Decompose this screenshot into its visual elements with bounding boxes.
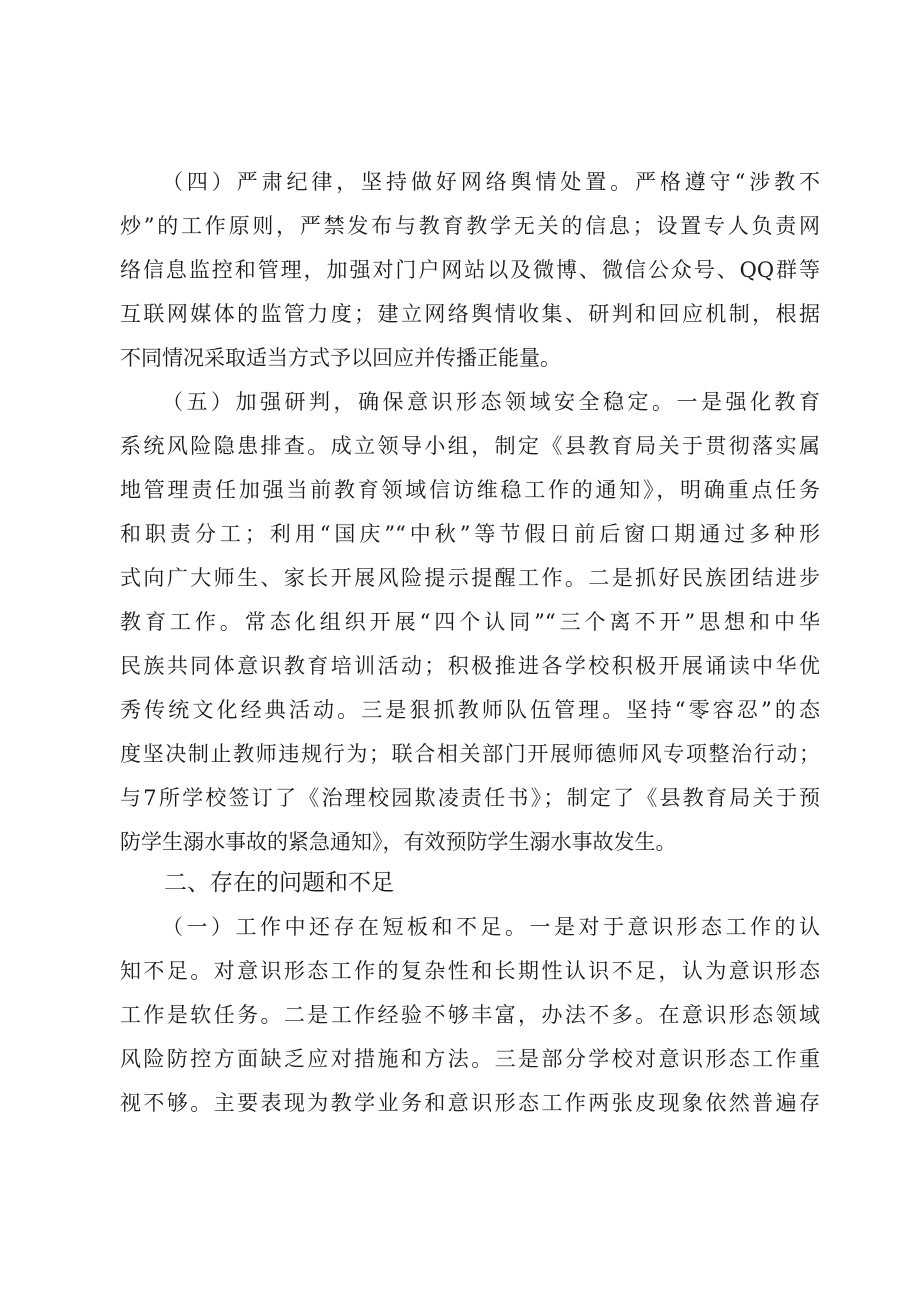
section-5-line-8: 秀传统文化经典活动。三是狠抓教师队伍管理。坚持“零容忍”的态 bbox=[120, 698, 820, 722]
section-2-1-line-4: 风险防控方面缺乏应对措施和方法。三是部分学校对意识形态工作重 bbox=[120, 1047, 820, 1071]
section-5-line-11: 防学生溺水事故的紧急通知》，有效预防学生溺水事故发生。 bbox=[120, 830, 677, 854]
section-5-line-3: 地管理责任加强当前教育领域信访维稳工作的通知》，明确重点任务 bbox=[120, 478, 820, 502]
section-4-line-5: 不同情况采取适当方式予以回应并传播正能量。 bbox=[120, 346, 561, 370]
section-5-line-7: 民族共同体意识教育培训活动；积极推进各学校积极开展诵读中华优 bbox=[120, 654, 820, 678]
section-2-1-line-2: 知不足。对意识形态工作的复杂性和长期性认识不足，认为意识形态 bbox=[120, 959, 820, 983]
section-2-1-line-1: （一）工作中还存在短板和不足。一是对于意识形态工作的认 bbox=[162, 915, 820, 939]
section-heading-problems: 二、存在的问题和不足 bbox=[164, 870, 394, 896]
section-5-line-5: 式向广大师生、家长开展风险提示提醒工作。二是抓好民族团结进步 bbox=[120, 566, 820, 590]
section-5-line-10: 与7所学校签订了《治理校园欺凌责任书》；制定了《县教育局关于预 bbox=[120, 786, 820, 810]
section-2-1-line-5: 视不够。主要表现为教学业务和意识形态工作两张皮现象依然普遍存 bbox=[120, 1091, 820, 1115]
section-5-line-6: 教育工作。常态化组织开展“四个认同”“三个离不开”思想和中华 bbox=[120, 610, 820, 634]
section-5-line-1: （五）加强研判，确保意识形态领域安全稳定。一是强化教育 bbox=[162, 390, 820, 414]
section-5-line-2: 系统风险隐患排查。成立领导小组，制定《县教育局关于贯彻落实属 bbox=[120, 434, 820, 458]
section-5-line-9: 度坚决制止教师违规行为；联合相关部门开展师德师风专项整治行动； bbox=[120, 742, 820, 766]
section-4-line-1: （四）严肃纪律，坚持做好网络舆情处置。严格遵守“涉教不 bbox=[162, 170, 820, 194]
section-4-line-3: 络信息监控和管理，加强对门户网站以及微博、微信公众号、QQ群等 bbox=[120, 258, 820, 282]
section-5-line-4: 和职责分工；利用“国庆”“中秋”等节假日前后窗口期通过多种形 bbox=[120, 522, 820, 546]
section-4-line-4: 互联网媒体的监管力度；建立网络舆情收集、研判和回应机制，根据 bbox=[120, 302, 820, 326]
section-4-line-2: 炒”的工作原则，严禁发布与教育教学无关的信息；设置专人负责网 bbox=[120, 214, 820, 238]
section-2-1-line-3: 工作是软任务。二是工作经验不够丰富，办法不多。在意识形态领域 bbox=[120, 1003, 820, 1027]
